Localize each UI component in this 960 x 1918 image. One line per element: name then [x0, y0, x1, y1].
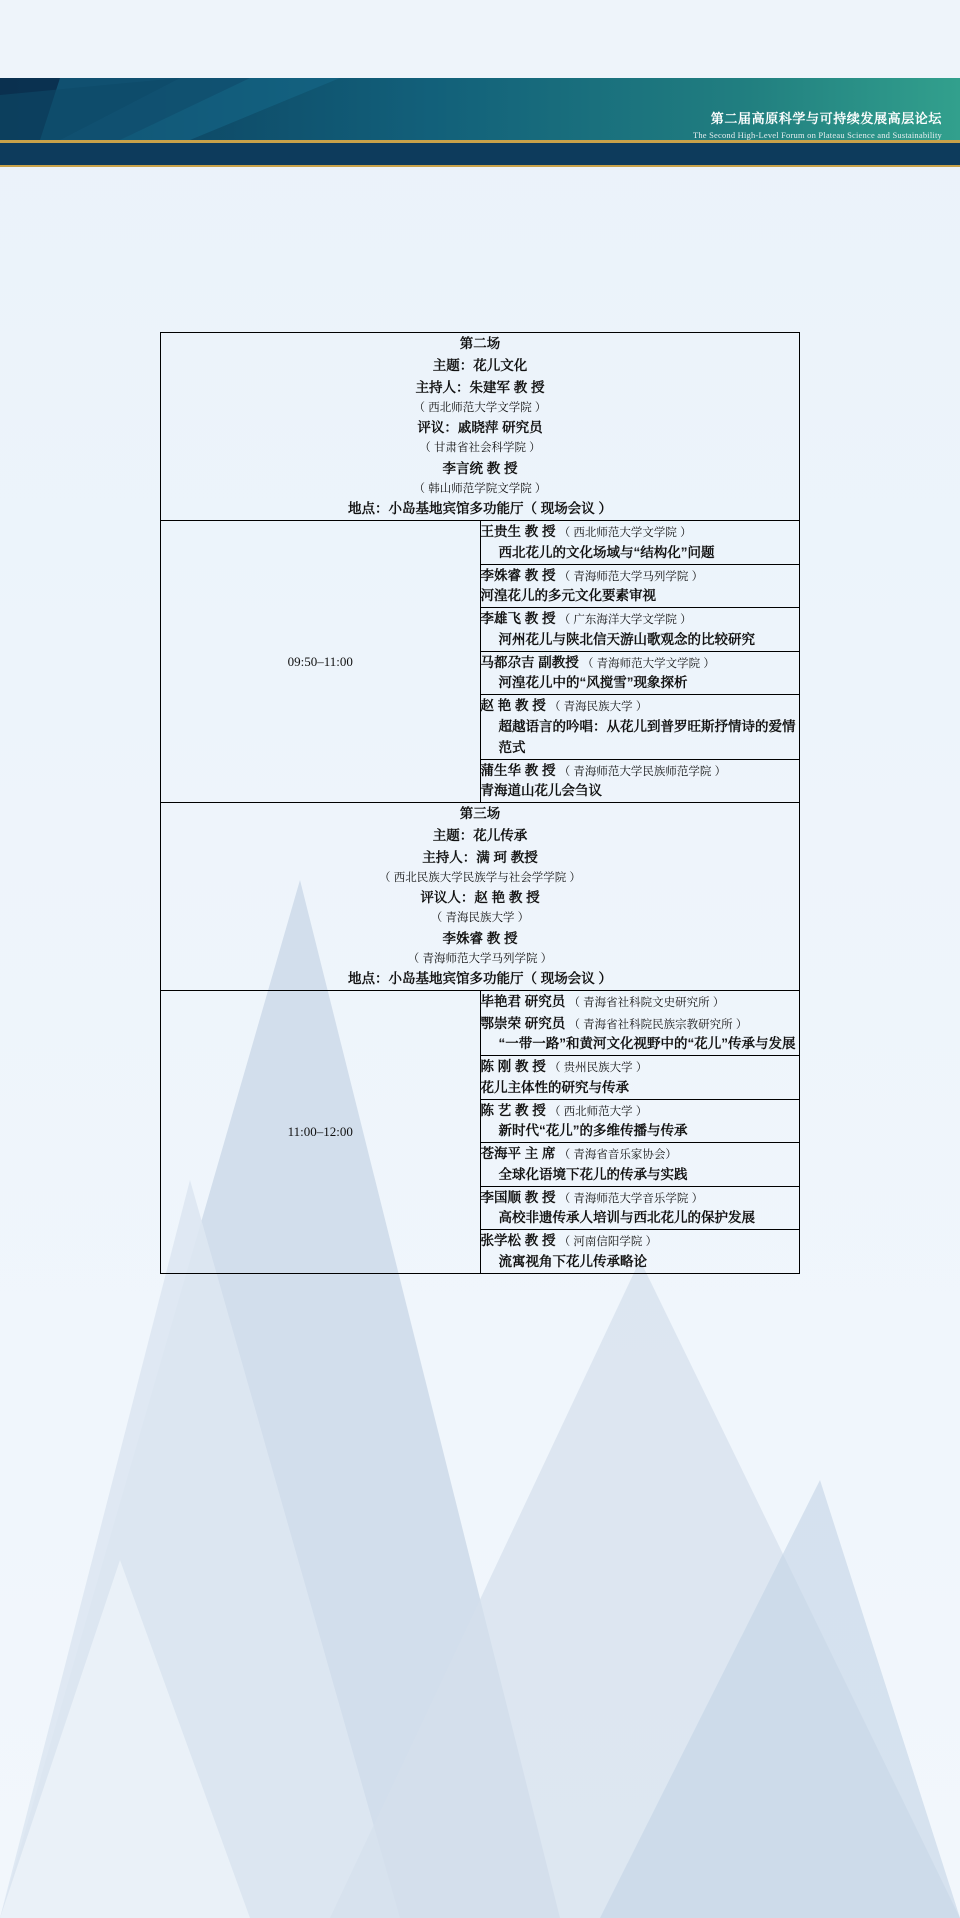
speaker-affiliation: （ 河南信阳学院 ） — [555, 1236, 658, 1249]
talk-speaker — [481, 1100, 800, 1122]
speaker-name: 蒲生华 教 授 — [480, 762, 556, 778]
session-heading-line: 李姝睿 教 授 — [442, 930, 518, 946]
session-heading-line: （ 甘肃省社会科学院 ） — [419, 442, 541, 455]
speaker-name: 李国顺 教 授 — [480, 1189, 556, 1205]
talk-cell — [480, 608, 800, 652]
speaker-affiliation: （ 青海民族大学 ） — [545, 701, 648, 714]
talk-title: 超越语言的吟唱：从花儿到普罗旺斯抒情诗的爱情范式 — [498, 718, 796, 755]
table-row — [161, 521, 800, 565]
session-heading-row — [161, 333, 800, 521]
talk-title: “一带一路”和黄河文化视野中的“花儿”传承与发展 — [498, 1036, 796, 1052]
session-heading-line: （ 青海民族大学 ） — [430, 912, 530, 925]
speaker-name: 鄂崇荣 研究员 — [480, 1015, 566, 1031]
talk-title: 河州花儿与陕北信天游山歌观念的比较研究 — [498, 631, 755, 647]
speaker-affiliation: （ 青海师范大学文学院 ） — [578, 657, 715, 670]
talk-title: 高校非遗传承人培训与西北花儿的保护发展 — [498, 1210, 755, 1226]
session-heading-line: （ 韩山师范学院文学院 ） — [413, 482, 547, 495]
talk-title: 河湟花儿的多元文化要素审视 — [480, 588, 656, 604]
talk-cell — [480, 521, 800, 565]
session-heading-session-2 — [161, 333, 800, 521]
talk-speaker — [481, 608, 800, 630]
speaker-affiliation: （ 西北师范大学文学院 ） — [555, 527, 692, 540]
schedule-table — [160, 332, 800, 1274]
session-heading-line: 评议：戚晓萍 研究员 — [417, 420, 543, 436]
session-heading-line: 第二场 — [459, 336, 501, 351]
speaker-name: 陈 艺 教 授 — [480, 1102, 546, 1118]
session-heading-line: 主持人：满 珂 教授 — [422, 849, 538, 865]
speaker-name: 李姝睿 教 授 — [480, 567, 556, 583]
talk-title: 西北花儿的文化场域与“结构化”问题 — [498, 544, 715, 560]
speaker-name: 王贵生 教 授 — [480, 524, 556, 540]
talk-title: 花儿主体性的研究与传承 — [480, 1079, 629, 1095]
speaker-affiliation: （ 青海省音乐家协会） — [555, 1149, 677, 1162]
speaker-name: 张学松 教 授 — [480, 1233, 556, 1249]
header-title-zh: 第二届高原科学与可持续发展高层论坛 — [710, 111, 942, 126]
talk-speaker — [481, 760, 800, 782]
session-time-cell: 09:50–11:00 — [161, 521, 481, 803]
session-heading-line: （ 西北民族大学民族学与社会学学院 ） — [379, 871, 581, 884]
table-row — [161, 991, 800, 1056]
talk-cell — [480, 1056, 800, 1100]
speaker-name: 马都尕吉 副教授 — [480, 654, 579, 670]
session-heading-row — [161, 803, 800, 991]
talk-title: 全球化语境下花儿的传承与实践 — [498, 1166, 688, 1182]
talk-speaker — [481, 991, 800, 1013]
talk-cell — [480, 1230, 800, 1274]
header-graphic — [0, 0, 960, 190]
session-heading-line: 第三场 — [459, 806, 501, 822]
speaker-name: 赵 艳 教 授 — [480, 698, 546, 714]
speaker-name: 陈 刚 教 授 — [480, 1059, 546, 1075]
session-time-cell: 11:00–12:00 — [161, 991, 481, 1274]
talk-speaker — [481, 1013, 800, 1035]
session-heading-line: （ 青海师范大学马列学院 ） — [407, 952, 553, 965]
talk-cell — [480, 1143, 800, 1187]
talk-speaker — [481, 565, 800, 587]
speaker-name: 毕艳君 研究员 — [480, 994, 566, 1010]
speaker-affiliation: （ 青海师范大学民族师范学院 ） — [555, 765, 727, 778]
speaker-affiliation: （ 青海省社科院民族宗教研究所 ） — [565, 1018, 748, 1031]
session-heading-line: 地点：小岛基地宾馆多功能厅（ 现场会议 ） — [347, 971, 612, 987]
talk-speaker — [481, 695, 800, 717]
session-heading-line: 主持人：朱建军 教 授 — [415, 379, 545, 395]
speaker-name: 李雄飞 教 授 — [480, 611, 556, 627]
session-heading-line: 地点：小岛基地宾馆多功能厅（ 现场会议 ） — [347, 501, 612, 517]
page-header — [0, 0, 960, 190]
speaker-affiliation: （ 西北师范大学 ） — [545, 1105, 648, 1118]
talk-cell — [480, 759, 800, 803]
talk-title: 新时代“花儿”的多维传播与传承 — [498, 1123, 688, 1139]
talk-speaker — [481, 1143, 800, 1165]
session-heading-line: 主题：花儿文化 — [432, 357, 528, 373]
talk-speaker — [481, 1187, 800, 1209]
talk-speaker — [481, 1056, 800, 1078]
talk-speaker — [481, 652, 800, 674]
talk-cell — [480, 1099, 800, 1143]
talk-speaker — [481, 1230, 800, 1252]
talk-title: 青海道山花儿会刍议 — [480, 783, 602, 799]
speaker-affiliation: （ 青海省社科院文史研究所 ） — [565, 997, 725, 1010]
talk-cell — [480, 1186, 800, 1230]
session-heading-line: 李言统 教 授 — [442, 460, 518, 476]
talk-cell — [480, 564, 800, 608]
talk-title: 河湟花儿中的“风搅雪”现象探析 — [498, 675, 688, 691]
header-title-en: The Second High-Level Forum on Plateau Science and Sustainability — [692, 130, 942, 140]
session-heading-session-3 — [161, 803, 800, 991]
session-heading-line: 评议人：赵 艳 教 授 — [420, 890, 540, 906]
talk-cell — [480, 651, 800, 695]
session-heading-line: （ 西北师范大学文学院 ） — [413, 401, 547, 414]
talk-cell — [480, 991, 800, 1056]
talk-speaker — [481, 521, 800, 543]
speaker-affiliation: （ 青海师范大学马列学院 ） — [555, 570, 704, 583]
speaker-affiliation: （ 贵州民族大学 ） — [545, 1062, 648, 1075]
speaker-affiliation: （ 广东海洋大学文学院 ） — [555, 614, 692, 627]
talk-cell — [480, 695, 800, 759]
session-heading-line: 主题：花儿传承 — [432, 827, 528, 843]
talk-title: 流寓视角下花儿传承略论 — [498, 1253, 647, 1269]
speaker-affiliation: （ 青海师范大学音乐学院 ） — [555, 1192, 704, 1205]
speaker-name: 苍海平 主 席 — [480, 1146, 556, 1162]
